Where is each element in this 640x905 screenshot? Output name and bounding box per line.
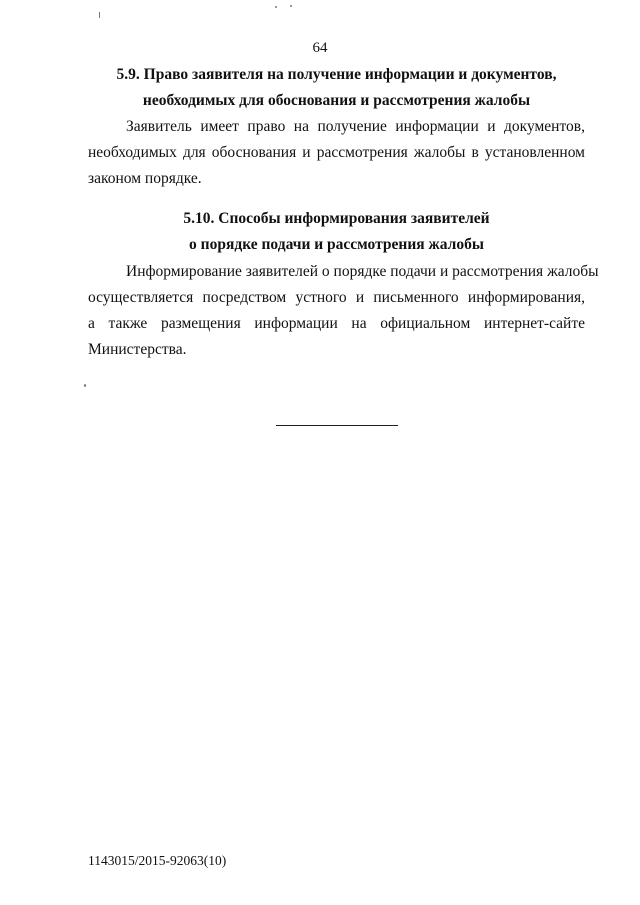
section-heading-5-9 [88,62,585,114]
heading-line: о порядке подачи и рассмотрения жалобы [189,236,484,253]
document-code: 1143015/2015-92063(10) [88,853,227,868]
heading-line: необходимых для обоснования и рассмотрения жалобы [142,92,531,109]
paragraph-line: а также размещения информации на официальном интернет-сайте [88,315,585,332]
heading-line: 5.10. Способы информирования заявителей [183,210,490,227]
scan-speck [99,12,100,18]
scan-speck [84,384,86,387]
paragraph-line: Информирование заявителей о порядке подачи и рассмотрения жалобы [126,263,599,280]
scan-speck [275,6,277,8]
paragraph-line: осуществляется посредством устного и письменного информирования, [88,289,585,306]
page-number: 64 [312,40,328,56]
section-paragraph-5-9 [88,114,585,192]
paragraph-line: Министерства. [88,341,187,358]
section-heading-5-10 [88,206,585,258]
paragraph-line: законом порядке. [88,170,202,187]
paragraph-line: необходимых для обоснования и рассмотрения жалобы в установленном [88,144,585,161]
section-paragraph-5-10 [88,259,599,363]
heading-line: 5.9. Право заявителя на получение информации и документов, [116,66,557,83]
scan-speck [290,5,292,7]
paragraph-line: Заявитель имеет право на получение информации и документов, [126,118,585,135]
end-divider-line [276,425,398,426]
